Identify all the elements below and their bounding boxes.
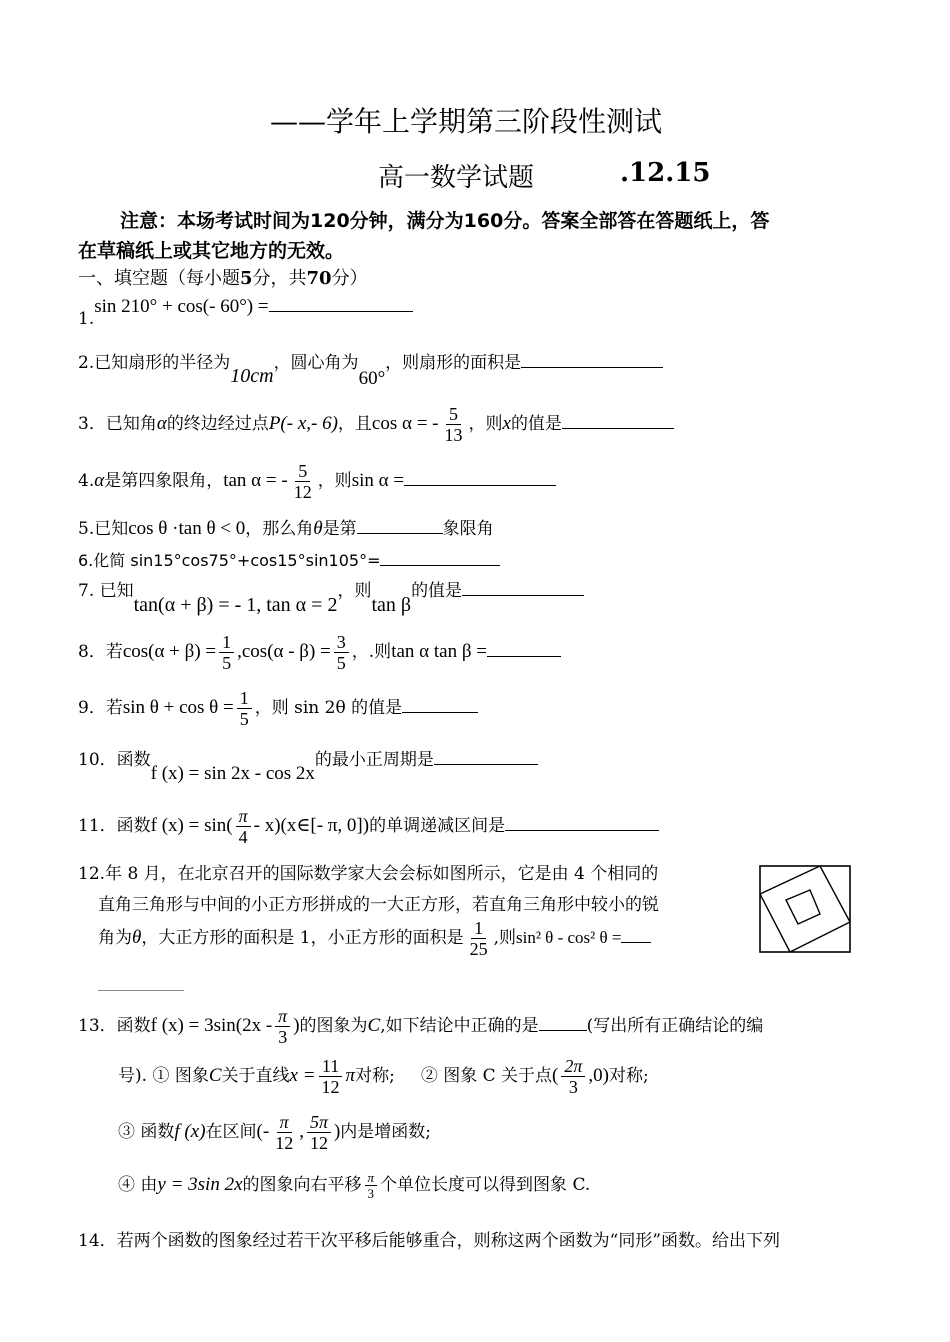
question-10: 10．函数f (x) = sin 2x - cos 2x的最小正周期是: [78, 745, 538, 771]
exam-subtitle: 高一数学试题: [378, 163, 535, 193]
answer-blank: [269, 293, 413, 312]
question-13-line-2: 号). ① 图象C关于直线x = $\frac{11}{12}$ π对称; ② 图象 C 关于点( $\frac{2\pi}{3}$ ,0)对称;: [118, 1056, 649, 1097]
answer-blank: [402, 694, 478, 713]
fraction: $\frac{2\pi}{3}$: [561, 1056, 585, 1097]
answer-blank: [380, 547, 500, 566]
section-heading: 一、填空题（每小题5分，共70分）: [78, 268, 368, 289]
question-2: 2.已知扇形的半径为10cm，圆心角为60°，则扇形的面积是: [78, 348, 663, 374]
answer-blank: [505, 812, 659, 831]
question-13-line-1: 13．函数f (x) = 3sin(2x - $\frac{\pi}{3}$ )的图象为C,如下结论中正确的是 (写出所有正确结论的编: [78, 1006, 764, 1047]
answer-blank: [404, 467, 556, 486]
fraction: $\frac{11}{12}$: [319, 1056, 343, 1097]
question-1: 1.sin 210° + cos(- 60°) =: [78, 293, 413, 318]
fraction: $\frac{\pi}{3}$: [275, 1006, 290, 1047]
zhao-shuang-figure: [758, 864, 854, 958]
answer-blank: [539, 1012, 587, 1031]
fraction: $\frac{\pi}{12}$: [275, 1112, 294, 1153]
question-12-line-2: 直角三角形与中间的小正方形拼成的一大正方形，若直角三角形中较小的锐: [98, 895, 659, 915]
question-11: 11．函数f (x) = sin( $\frac{\pi}{4}$ - x)(x∈[- π, 0])的单调递减区间是: [78, 806, 659, 847]
answer-blank: [562, 410, 674, 429]
notice-line-2: 在草稿纸上或其它地方的无效。: [78, 240, 345, 262]
question-14: 14．若两个函数的图象经过若干次平移后能够重合，则称这两个函数为“同形”函数。给出下列: [78, 1231, 781, 1251]
answer-blank: [357, 515, 443, 534]
answer-blank: [521, 349, 663, 368]
answer-blank: [621, 924, 651, 943]
fraction: $\frac{1}{5}$: [237, 688, 252, 729]
exam-date: .12.15: [620, 158, 711, 188]
question-13-line-4: ④ 由y = 3sin 2x的图象向右平移 $\frac{\pi}{3}$ 个单位长度可以得到图象 C.: [118, 1170, 591, 1201]
fraction: $\frac{1}{5}$: [219, 632, 234, 673]
question-6: 6.化简 sin15°cos75°+cos15°sin105°=: [78, 547, 500, 571]
question-7: 7. 已知tan(α + β) = - 1, tan α = 2，则tan β的值是: [78, 576, 584, 602]
question-4: 4.α是第四象限角，tan α = - $\frac{5}{12}$ ，则sin α =: [78, 461, 556, 502]
question-8: 8．若cos(α + β) = $\frac{1}{5}$ ,cos(α - β) = $\frac{3}{5}$ ，.则tan α tan β =: [78, 632, 561, 673]
question-9: 9．若sin θ + cos θ = $\frac{1}{5}$ ，则 sin 2θ 的值是: [78, 688, 478, 729]
question-12-line-1: 12.年 8 月，在北京召开的国际数学家大会会标如图所示，它是由 4 个相同的: [78, 864, 659, 884]
fraction: $\frac{5}{12}$: [293, 461, 312, 502]
fraction: $\frac{5\pi}{12}$: [307, 1112, 331, 1153]
answer-blank-continuation: [98, 990, 184, 991]
fraction: $\frac{\pi}{4}$: [236, 806, 251, 847]
exam-title: ——学年上学期第三阶段性测试: [270, 105, 663, 138]
fraction: $\frac{1}{25}$: [469, 918, 488, 959]
fraction: $\frac{5}{13}$: [444, 404, 463, 445]
question-12-line-3: 角为θ，大正方形的面积是 1，小正方形的面积是 $\frac{1}{25}$ ,则sin² θ - cos² θ =: [98, 918, 651, 959]
answer-blank: [434, 746, 538, 765]
fraction: $\frac{3}{5}$: [334, 632, 349, 673]
question-3: 3．已知角α的终边经过点P(- x,- 6)，且cos α = - $\frac{5}{13}$ ，则x的值是: [78, 404, 674, 445]
question-13-line-3: ③ 函数f (x)在区间(- $\frac{\pi}{12}$ , $\frac{5\pi}{12}$ )内是增函数;: [118, 1112, 432, 1153]
fraction: $\frac{\pi}{3}$: [365, 1170, 378, 1201]
question-5: 5.已知cos θ ·tan θ < 0，那么角θ是第 象限角: [78, 514, 494, 540]
answer-blank: [462, 577, 584, 596]
notice-line-1: 注意：本场考试时间为120分钟，满分为160分。答案全部答在答题纸上，答: [120, 210, 770, 232]
pinwheel-square-diagram: [758, 864, 854, 954]
answer-blank: [487, 638, 561, 657]
